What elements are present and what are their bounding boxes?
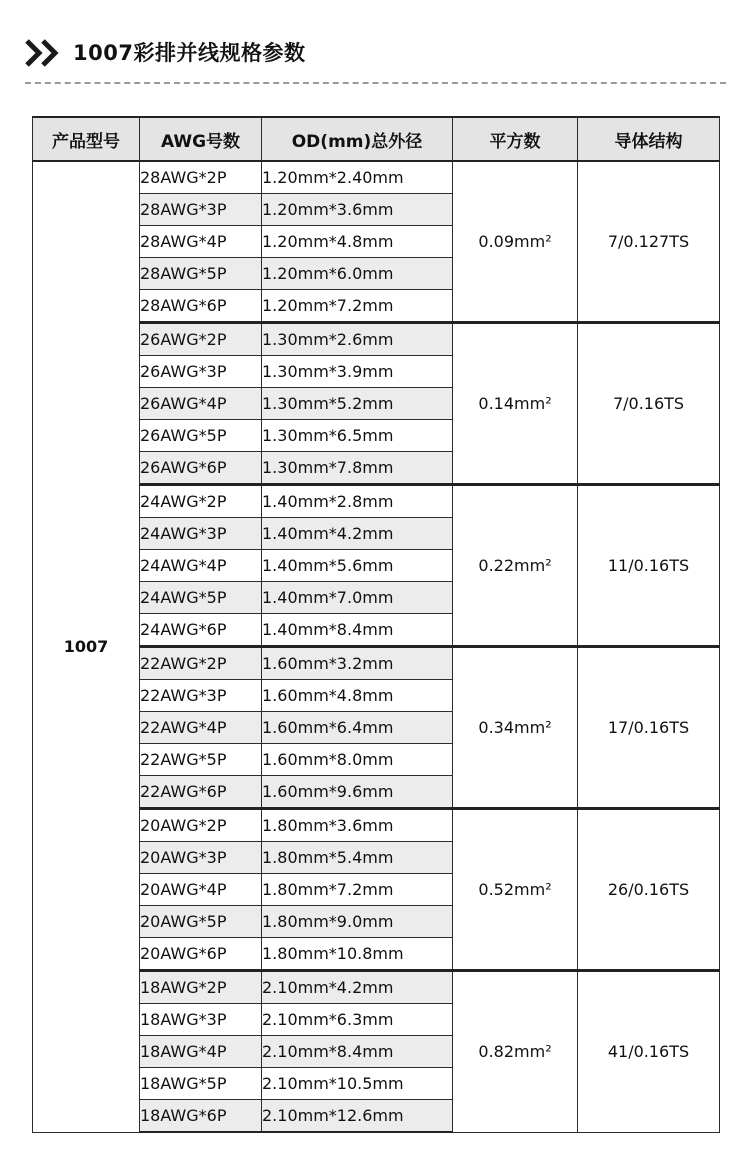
od-cell: 1.80mm*7.2mm	[262, 874, 453, 906]
awg-cell: 24AWG*3P	[140, 518, 262, 550]
header-od: OD(mm)总外径	[262, 117, 453, 161]
od-cell: 1.60mm*3.2mm	[262, 647, 453, 680]
awg-cell: 22AWG*4P	[140, 712, 262, 744]
od-cell: 1.20mm*6.0mm	[262, 258, 453, 290]
awg-cell: 26AWG*5P	[140, 420, 262, 452]
od-cell: 2.10mm*4.2mm	[262, 971, 453, 1004]
od-cell: 1.20mm*4.8mm	[262, 226, 453, 258]
conductor-cell: 17/0.16TS	[578, 647, 720, 809]
od-cell: 1.40mm*8.4mm	[262, 614, 453, 647]
od-cell: 2.10mm*8.4mm	[262, 1036, 453, 1068]
awg-cell: 20AWG*2P	[140, 809, 262, 842]
awg-cell: 26AWG*6P	[140, 452, 262, 485]
awg-cell: 20AWG*6P	[140, 938, 262, 971]
header-model: 产品型号	[33, 117, 140, 161]
awg-cell: 18AWG*3P	[140, 1004, 262, 1036]
od-cell: 1.20mm*2.40mm	[262, 161, 453, 194]
od-cell: 1.40mm*2.8mm	[262, 485, 453, 518]
od-cell: 1.80mm*9.0mm	[262, 906, 453, 938]
od-cell: 1.30mm*5.2mm	[262, 388, 453, 420]
od-cell: 1.20mm*3.6mm	[262, 194, 453, 226]
od-cell: 1.60mm*9.6mm	[262, 776, 453, 809]
od-cell: 1.30mm*6.5mm	[262, 420, 453, 452]
od-cell: 2.10mm*6.3mm	[262, 1004, 453, 1036]
od-cell: 1.40mm*4.2mm	[262, 518, 453, 550]
od-cell: 1.20mm*7.2mm	[262, 290, 453, 323]
awg-cell: 28AWG*2P	[140, 161, 262, 194]
table-row	[33, 161, 720, 194]
od-cell: 1.40mm*7.0mm	[262, 582, 453, 614]
header-area: 平方数	[453, 117, 578, 161]
awg-cell: 18AWG*6P	[140, 1100, 262, 1133]
awg-cell: 28AWG*5P	[140, 258, 262, 290]
page-header	[0, 0, 750, 90]
awg-cell: 26AWG*2P	[140, 323, 262, 356]
double-chevron-right-icon	[24, 38, 62, 68]
area-cell: 0.34mm²	[453, 647, 578, 809]
od-cell: 1.40mm*5.6mm	[262, 550, 453, 582]
awg-cell: 22AWG*5P	[140, 744, 262, 776]
awg-cell: 22AWG*6P	[140, 776, 262, 809]
awg-cell: 24AWG*6P	[140, 614, 262, 647]
awg-cell: 18AWG*5P	[140, 1068, 262, 1100]
od-cell: 1.60mm*4.8mm	[262, 680, 453, 712]
table-header-row	[33, 117, 720, 161]
conductor-cell: 26/0.16TS	[578, 809, 720, 971]
conductor-cell: 41/0.16TS	[578, 971, 720, 1133]
area-cell: 0.09mm²	[453, 161, 578, 323]
spec-table	[32, 116, 720, 1133]
od-cell: 2.10mm*12.6mm	[262, 1100, 453, 1133]
awg-cell: 28AWG*3P	[140, 194, 262, 226]
od-cell: 1.80mm*5.4mm	[262, 842, 453, 874]
page-title: 1007彩排并线规格参数	[73, 41, 306, 65]
od-cell: 1.80mm*10.8mm	[262, 938, 453, 971]
od-cell: 1.60mm*6.4mm	[262, 712, 453, 744]
awg-cell: 24AWG*2P	[140, 485, 262, 518]
header-conductor: 导体结构	[578, 117, 720, 161]
model-cell: 1007	[33, 161, 140, 1132]
awg-cell: 24AWG*5P	[140, 582, 262, 614]
od-cell: 1.80mm*3.6mm	[262, 809, 453, 842]
conductor-cell: 7/0.127TS	[578, 161, 720, 323]
area-cell: 0.82mm²	[453, 971, 578, 1133]
od-cell: 1.30mm*3.9mm	[262, 356, 453, 388]
awg-cell: 22AWG*3P	[140, 680, 262, 712]
awg-cell: 18AWG*2P	[140, 971, 262, 1004]
awg-cell: 26AWG*4P	[140, 388, 262, 420]
area-cell: 0.22mm²	[453, 485, 578, 647]
dashed-divider	[25, 82, 726, 84]
header-awg: AWG号数	[140, 117, 262, 161]
awg-cell: 20AWG*3P	[140, 842, 262, 874]
od-cell: 1.30mm*7.8mm	[262, 452, 453, 485]
table-body	[33, 161, 720, 1132]
od-cell: 1.30mm*2.6mm	[262, 323, 453, 356]
area-cell: 0.14mm²	[453, 323, 578, 485]
awg-cell: 22AWG*2P	[140, 647, 262, 680]
awg-cell: 26AWG*3P	[140, 356, 262, 388]
conductor-cell: 11/0.16TS	[578, 485, 720, 647]
awg-cell: 28AWG*6P	[140, 290, 262, 323]
od-cell: 1.60mm*8.0mm	[262, 744, 453, 776]
awg-cell: 18AWG*4P	[140, 1036, 262, 1068]
awg-cell: 24AWG*4P	[140, 550, 262, 582]
area-cell: 0.52mm²	[453, 809, 578, 971]
awg-cell: 20AWG*4P	[140, 874, 262, 906]
conductor-cell: 7/0.16TS	[578, 323, 720, 485]
od-cell: 2.10mm*10.5mm	[262, 1068, 453, 1100]
awg-cell: 20AWG*5P	[140, 906, 262, 938]
awg-cell: 28AWG*4P	[140, 226, 262, 258]
